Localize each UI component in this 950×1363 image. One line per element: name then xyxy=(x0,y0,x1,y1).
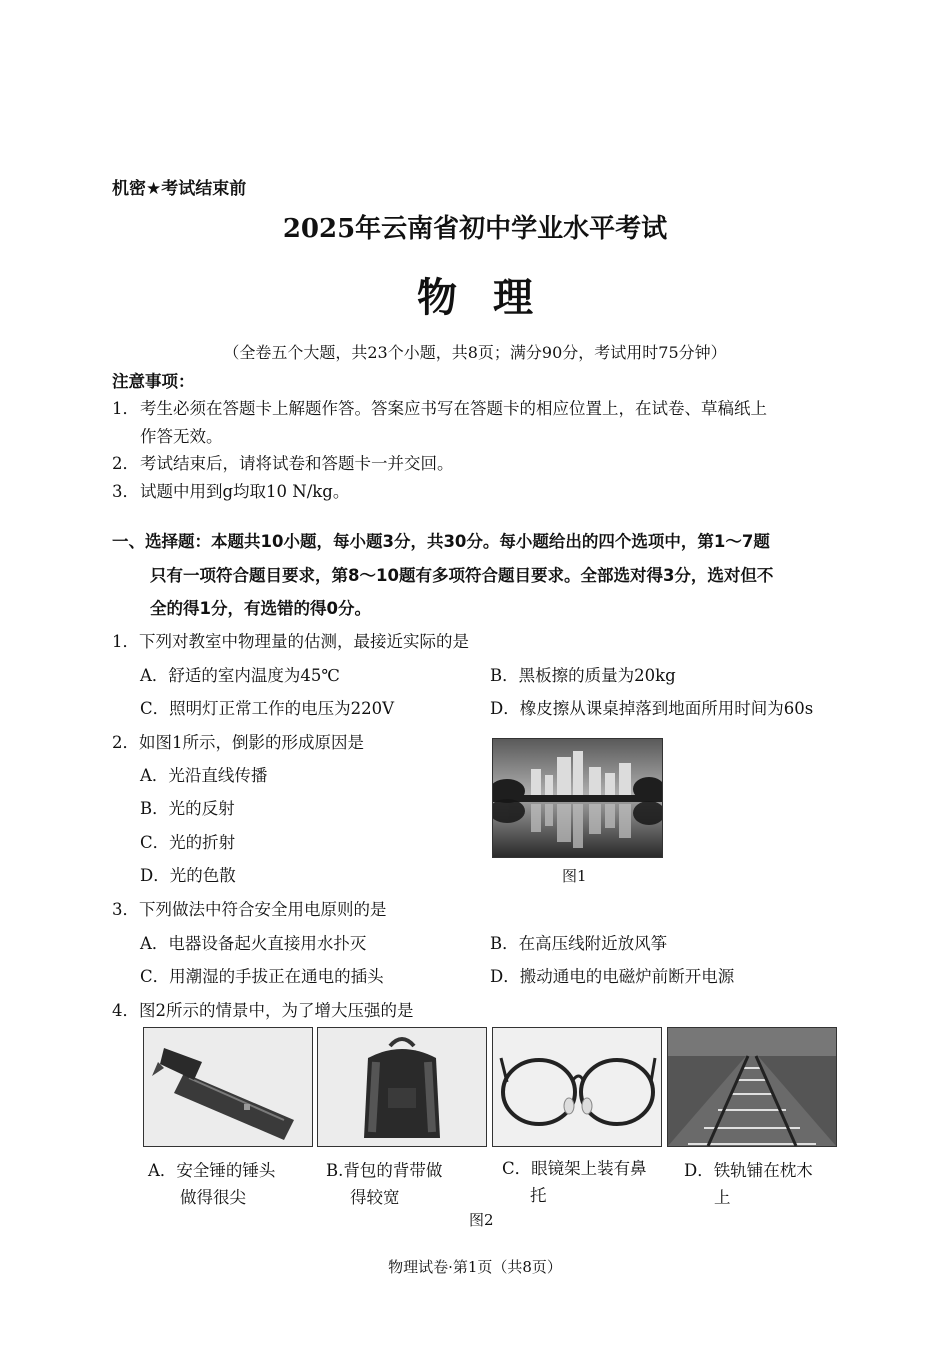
safety-hammer-photo xyxy=(143,1027,313,1147)
question-1-stem: 1．下列对教室中物理量的估测，最接近实际的是 xyxy=(112,632,469,651)
question-1-option-c: C．照明灯正常工作的电压为220V xyxy=(140,699,395,718)
note-3-number: 3． xyxy=(112,482,139,501)
question-4-option-c: C．眼镜架上装有鼻 xyxy=(502,1159,647,1178)
section-1-instructions: 一、选择题：本题共10小题，每小题3分，共30分。每小题给出的四个选项中，第1～7题 xyxy=(112,532,770,551)
question-2-option-c: C．光的折射 xyxy=(140,833,236,852)
question-1-option-a: A．舒适的室内温度为45℃ xyxy=(140,666,340,685)
question-1-option-b: B．黑板擦的质量为20kg xyxy=(490,666,676,685)
question-3-option-a: A．电器设备起火直接用水扑灭 xyxy=(140,934,367,953)
question-4-option-d: D．铁轨铺在枕木 xyxy=(684,1161,813,1180)
exam-title: 2025年云南省初中学业水平考试 xyxy=(282,214,668,244)
note-2-number: 2． xyxy=(112,454,139,473)
page-footer: 物理试卷·第1页（共8页） xyxy=(388,1258,562,1276)
question-2-option-d: D．光的色散 xyxy=(140,866,236,885)
question-3-stem: 3．下列做法中符合安全用电原则的是 xyxy=(112,900,387,919)
question-1-option-d: D．橡皮擦从课桌掉落到地面所用时间为60s xyxy=(490,699,814,718)
subject-title: 物理 xyxy=(417,274,569,321)
question-3-option-b: B．在高压线附近放风筝 xyxy=(490,934,668,953)
confidential-label: 机密★考试结束前 xyxy=(112,179,247,199)
exam-info: （全卷五个大题，共23个小题，共8页；满分90分，考试用时75分钟） xyxy=(223,343,727,362)
section-1-instructions-cont: 只有一项符合题目要求，第8～10题有多项符合题目要求。全部选对得3分，选对但不 xyxy=(150,566,774,585)
note-2-text: 考试结束后，请将试卷和答题卡一并交回。 xyxy=(140,454,454,473)
question-4-option-a-cont: 做得很尖 xyxy=(180,1188,246,1207)
question-4-stem: 4．图2所示的情景中，为了增大压强的是 xyxy=(112,1001,414,1020)
railway-track-photo xyxy=(667,1027,837,1147)
glasses-photo xyxy=(492,1027,662,1147)
note-1-number: 1． xyxy=(112,399,139,418)
section-1-instructions-end: 全的得1分，有选错的得0分。 xyxy=(150,599,371,618)
question-4-option-a: A．安全锤的锤头 xyxy=(148,1161,276,1180)
backpack-photo xyxy=(317,1027,487,1147)
figure-2-caption: 图2 xyxy=(469,1211,494,1229)
note-1-text: 考生必须在答题卡上解题作答。答案应书写在答题卡的相应位置上，在试卷、草稿纸上 xyxy=(140,399,767,418)
question-3-option-d: D．搬动通电的电磁炉前断开电源 xyxy=(490,967,735,986)
question-4-option-b: B.背包的背带做 xyxy=(326,1161,443,1180)
note-1-text-cont: 作答无效。 xyxy=(140,427,223,446)
question-2-stem: 2．如图1所示，倒影的形成原因是 xyxy=(112,733,364,752)
city-reflection-photo xyxy=(492,738,663,858)
question-2-option-a: A．光沿直线传播 xyxy=(140,766,268,785)
note-3-text: 试题中用到g均取10 N/kg。 xyxy=(140,482,350,501)
question-4-option-c-cont: 托 xyxy=(530,1186,547,1205)
notes-title: 注意事项： xyxy=(112,372,195,391)
question-3-option-c: C．用潮湿的手拔正在通电的插头 xyxy=(140,967,384,986)
question-4-option-b-cont: 得较宽 xyxy=(350,1188,400,1207)
question-2-option-b: B．光的反射 xyxy=(140,799,235,818)
figure-1-caption: 图1 xyxy=(562,867,587,885)
question-4-option-d-cont: 上 xyxy=(714,1188,731,1207)
